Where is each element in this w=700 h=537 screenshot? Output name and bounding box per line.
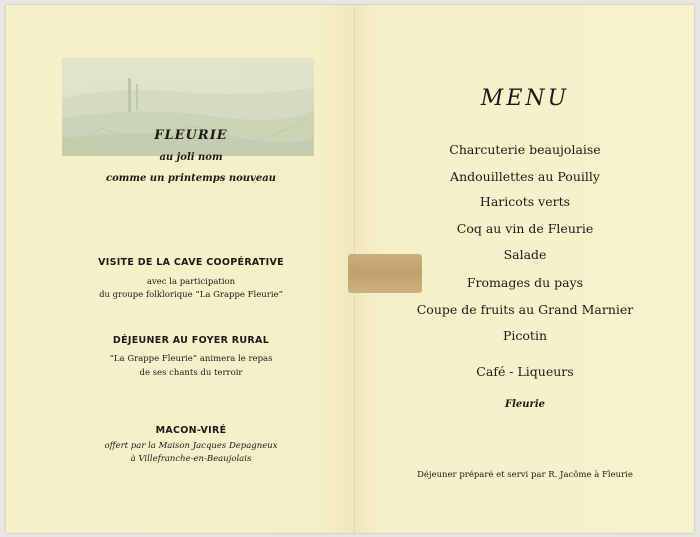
- menu-wine: Fleurie: [505, 399, 545, 410]
- lunch-line: de ses chants du terroir: [139, 368, 243, 378]
- menu-title: MENU: [480, 86, 570, 111]
- lunch-heading: DÉJEUNER AU FOYER RURAL: [112, 335, 270, 346]
- visit-line: du groupe folklorique “La Grappe Fleurie”: [99, 290, 283, 300]
- left-panel: [6, 5, 354, 533]
- menu-item: Haricots verts: [479, 194, 571, 209]
- wine-heading: MACON-VIRÉ: [155, 425, 227, 436]
- wine-line: à Villefranche-en-Beaujolais: [130, 454, 252, 464]
- menu-item: Charcuterie beaujolaise: [449, 142, 601, 157]
- left-subtitle: au joli nom: [159, 152, 223, 163]
- show-through-text: [116, 475, 316, 485]
- menu-footer: Déjeuner préparé et servi par R. Jacôme à Fleurie: [417, 470, 633, 480]
- menu-item: Salade: [503, 247, 547, 262]
- visit-heading: VISITE DE LA CAVE COOPÉRATIVE: [98, 257, 284, 268]
- left-title: FLEURIE: [154, 128, 228, 143]
- menu-item: Andouillettes au Pouilly: [450, 169, 600, 184]
- show-through-text: [111, 237, 321, 251]
- lunch-line: “La Grappe Fleurie” animera le repas: [109, 354, 273, 364]
- menu-item: Café - Liqueurs: [476, 364, 574, 379]
- menu-item: Fromages du pays: [466, 275, 584, 290]
- left-subtitle: comme un printemps nouveau: [106, 173, 276, 184]
- menu-item: Coupe de fruits au Grand Marnier: [416, 302, 634, 317]
- wine-line: offert par la Maison Jacques Depagneux: [104, 441, 278, 451]
- menu-item: Coq au vin de Fleurie: [456, 221, 594, 236]
- visit-line: avec la participation: [146, 277, 236, 287]
- menu-item: Picotin: [502, 328, 547, 343]
